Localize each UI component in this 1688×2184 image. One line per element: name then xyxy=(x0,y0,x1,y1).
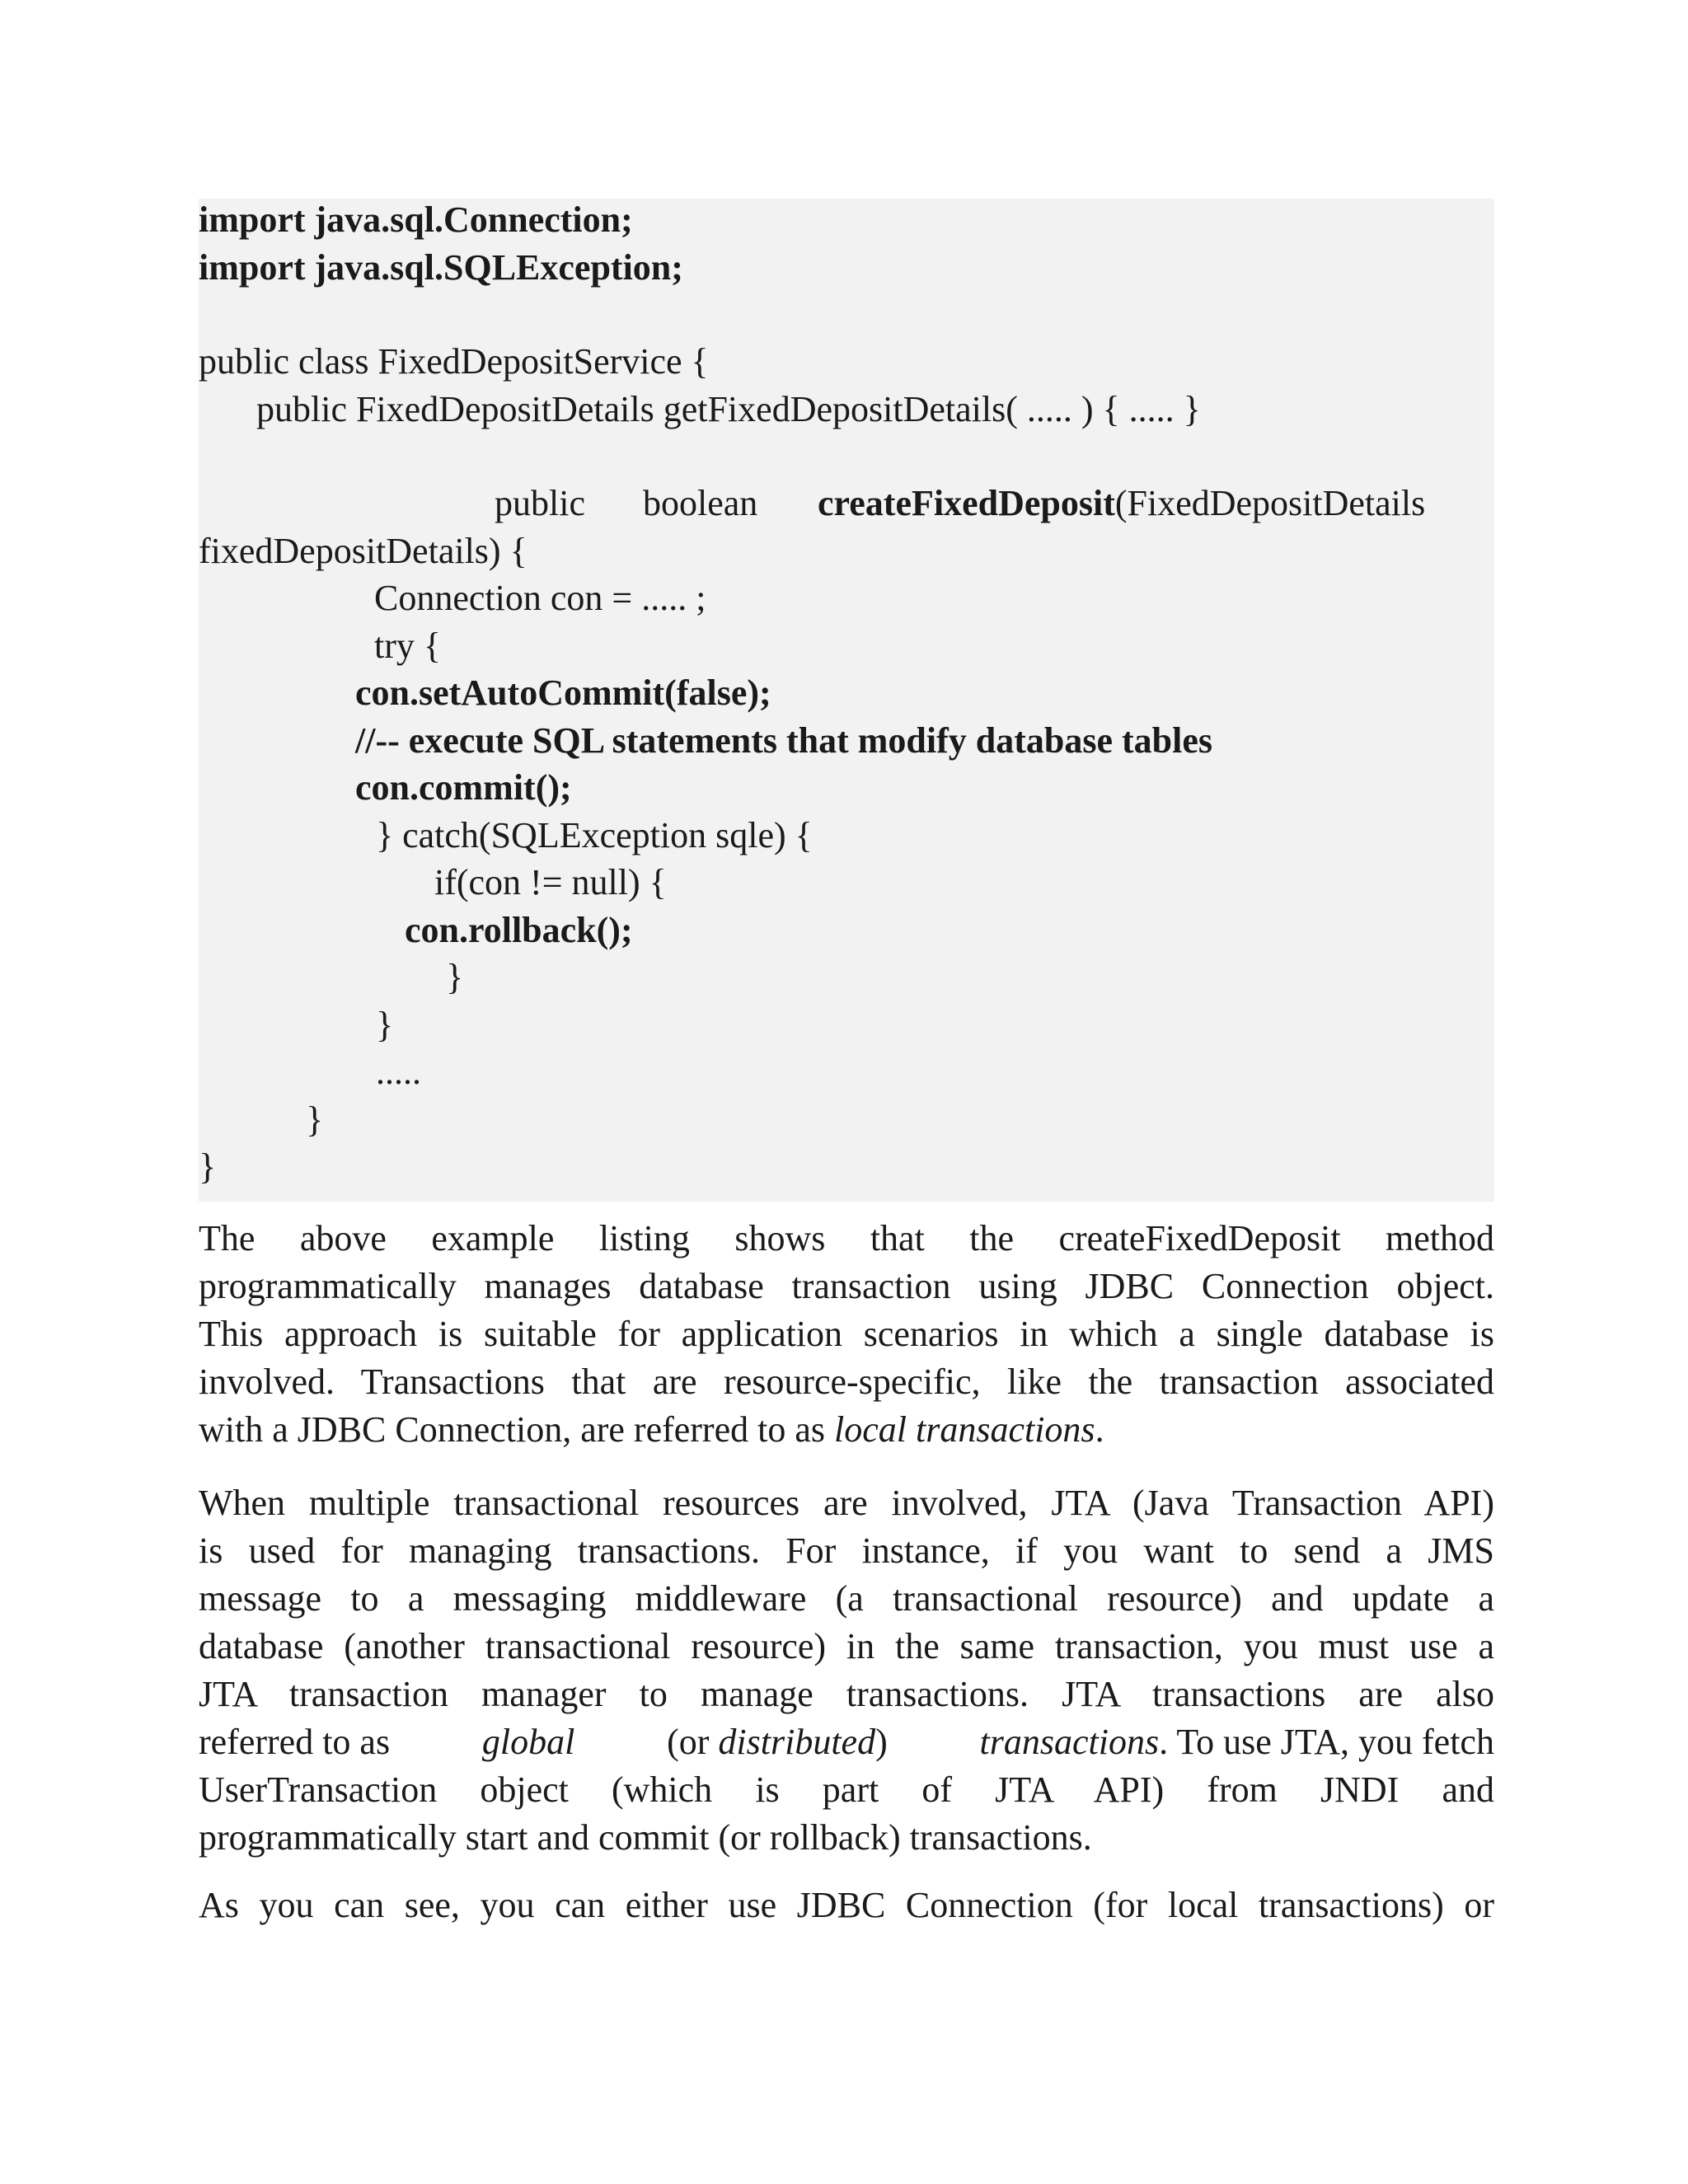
paragraph-line: When multiple transactional resources are involved, JTA (Java Transaction API) xyxy=(199,1483,1494,1523)
code-if-line: if(con != null) { xyxy=(434,862,667,902)
text-span: . xyxy=(1095,1409,1104,1450)
text-span xyxy=(667,1718,888,1766)
paragraph-line: As you can see, you can either use JDBC Connection (for local transactions) or xyxy=(199,1885,1494,1925)
paragraph-local-transactions xyxy=(199,1215,1494,1454)
paragraph-line: database (another transactional resource) in the same transaction, you must use a xyxy=(199,1626,1494,1666)
paragraph-summary xyxy=(199,1882,1494,1929)
code-close-catch: } xyxy=(376,1005,394,1045)
code-create-param-name: fixedDepositDetails) { xyxy=(199,531,528,571)
code-import-connection: import java.sql.Connection; xyxy=(199,199,633,240)
paragraph-line: message to a messaging middleware (a transactional resource) and update a xyxy=(199,1578,1494,1619)
code-create-param-type: (FixedDepositDetails xyxy=(1114,483,1426,523)
paragraph-jta xyxy=(199,1479,1494,1862)
code-close-class: } xyxy=(199,1146,217,1187)
code-connection-line: Connection con = ..... ; xyxy=(374,578,706,618)
italic-term: local transactions xyxy=(834,1409,1095,1450)
italic-term: transactions xyxy=(979,1722,1160,1762)
paragraph-line: This approach is suitable for application scenarios in which a single database is xyxy=(199,1314,1494,1354)
code-close-if: } xyxy=(446,957,464,997)
code-rollback: con.rollback(); xyxy=(405,910,633,950)
code-commit: con.commit(); xyxy=(355,767,572,808)
code-create-boolean: boolean xyxy=(643,483,758,523)
code-class-declaration: public class FixedDepositService { xyxy=(199,341,709,382)
code-create-signature xyxy=(818,480,1425,527)
code-get-method: public FixedDepositDetails getFixedDepositDetails( ..... ) { ..... } xyxy=(256,389,1201,429)
text-span: . To use JTA, you fetch xyxy=(1159,1722,1494,1762)
paragraph-line: involved. Transactions that are resource-specific, like the transaction associated xyxy=(199,1361,1494,1402)
code-ellipsis: ..... xyxy=(376,1052,421,1092)
paragraph-line: programmatically start and commit (or rollback) transactions. xyxy=(199,1817,1092,1858)
paragraph-line xyxy=(199,1406,1494,1454)
italic-term: global xyxy=(481,1722,575,1762)
text-span: ) xyxy=(875,1722,888,1762)
code-try-line: try { xyxy=(374,626,441,666)
text-span: with a JDBC Connection, are referred to as xyxy=(199,1409,834,1450)
paragraph-line: programmatically manages database transaction using JDBC Connection object. xyxy=(199,1266,1494,1306)
code-import-sqlexception: import java.sql.SQLException; xyxy=(199,247,683,288)
paragraph-line: JTA transaction manager to manage transactions. JTA transactions are also xyxy=(199,1674,1494,1714)
italic-term: distributed xyxy=(718,1722,876,1762)
paragraph-line: The above example listing shows that the createFixedDeposit method xyxy=(199,1218,1494,1258)
code-close-method: } xyxy=(306,1099,324,1140)
code-catch-line: } catch(SQLException sqle) { xyxy=(376,815,813,855)
paragraph-line: is used for managing transactions. For instance, if you want to send a JMS xyxy=(199,1530,1494,1571)
paragraph-line xyxy=(199,1718,1494,1766)
code-set-autocommit: con.setAutoCommit(false); xyxy=(355,673,771,713)
paragraph-line: UserTransaction object (which is part of JTA API) from JNDI and xyxy=(199,1769,1494,1810)
code-comment: //-- execute SQL statements that modify database tables xyxy=(355,720,1213,761)
code-create-method-name: createFixedDeposit xyxy=(818,483,1115,523)
text-span: referred to as xyxy=(199,1722,391,1762)
text-span xyxy=(980,1718,1494,1766)
code-create-public: public xyxy=(495,483,585,523)
text-span: (or xyxy=(667,1722,710,1762)
